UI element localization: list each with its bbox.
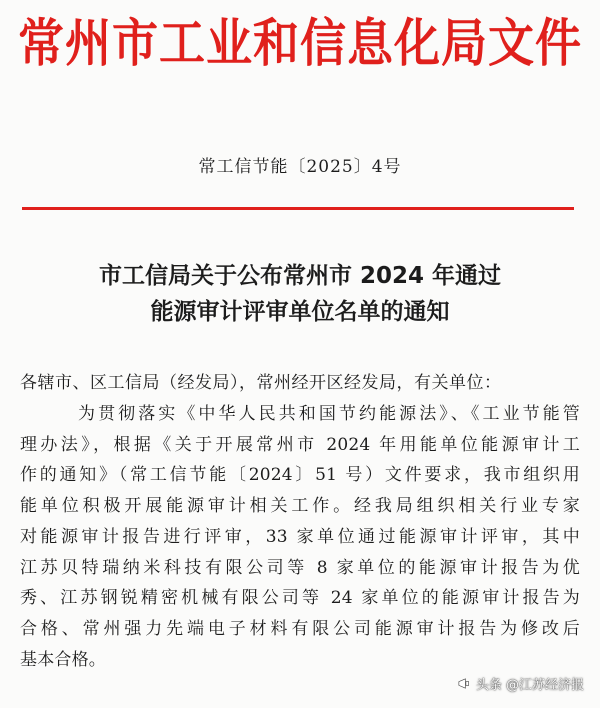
document-title [0, 258, 600, 330]
body-line: 秀、江苏钢锐精密机械有限公司等 24 家单位的能源审计报告为 [20, 588, 580, 609]
document-number: 常工信节能〔2025〕4号 [198, 157, 402, 177]
megaphone-icon [457, 676, 472, 691]
title-line-2: 能源审计评审单位名单的通知 [150, 299, 450, 325]
salutation: 各辖市、区工信局（经发局），常州经开区经发局，有关单位： [20, 373, 502, 393]
body-line: 江苏贝特瑞纳米科技有限公司等 8 家单位的能源审计报告为优 [20, 557, 580, 578]
body-paragraph [20, 399, 580, 675]
red-divider [22, 207, 574, 210]
body-line: 对能源审计报告进行评审，33 家单位通过能源审计评审，其中 [20, 526, 580, 547]
organization-header: 常州市工业和信息化局文件 [18, 12, 582, 74]
title-line-1: 市工信局关于公布常州市 2024 年通过 [98, 263, 502, 289]
body-line: 基本合格。 [20, 649, 106, 670]
body-line: 理办法》，根据《关于开展常州市 2024 年用能单位能源审计工 [20, 434, 580, 455]
body-line: 为贯彻落实《中华人民共和国节约能源法》、《工业节能管 [78, 404, 580, 424]
body-line: 能单位积极开展能源审计相关工作。经我局组织相关行业专家 [20, 496, 580, 517]
source-watermark [457, 670, 584, 696]
body-line: 合格、常州强力先端电子材料有限公司能源审计报告为修改后 [20, 618, 580, 639]
watermark-text: 头条 @江苏经济报 [475, 677, 584, 693]
body-line: 作的通知》（常工信节能〔2024〕51 号）文件要求，我市组织用 [20, 465, 580, 486]
